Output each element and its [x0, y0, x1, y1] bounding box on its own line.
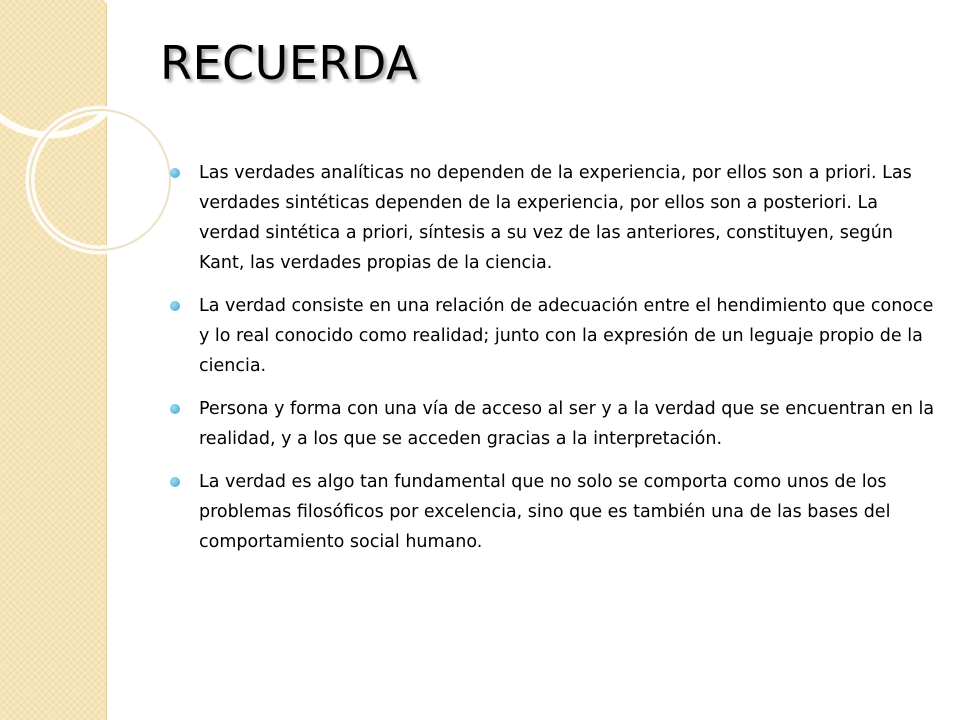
bullet-item — [170, 394, 940, 454]
bullet-dot-icon — [170, 301, 180, 311]
bullet-item — [170, 291, 940, 381]
decorative-ring-small-shade — [30, 110, 170, 250]
bullet-text: La verdad es algo tan fundamental que no solo se comporta como unos de los problemas filosóficos por excelencia, sino que es también una de las bases del comportamiento social humano. — [199, 472, 891, 552]
bullet-list — [170, 158, 940, 570]
bullet-text: Las verdades analíticas no dependen de la experiencia, por ellos son a priori. Las verdades sintéticas dependen de la experiencia, por ellos son a posteriori. La verdad sintética a priori, síntesis a su vez de las anteriores, constituyen, según Kant, las verdades propias de la ciencia. — [199, 163, 912, 273]
slide-title: RECUERDA — [160, 36, 418, 90]
bullet-item — [170, 158, 940, 278]
bullet-text: Persona y forma con una vía de acceso al ser y a la verdad que se encuentran en la realidad, y a los que se acceden gracias a la interpretación. — [199, 399, 935, 449]
bullet-dot-icon — [170, 477, 180, 487]
bullet-dot-icon — [170, 168, 180, 178]
bullet-dot-icon — [170, 404, 180, 414]
bullet-item — [170, 467, 940, 557]
bullet-text: La verdad consiste en una relación de adecuación entre el hendimiento que conoce y lo real conocido como realidad; junto con la expresión de un leguaje propio de la ciencia. — [199, 296, 934, 376]
